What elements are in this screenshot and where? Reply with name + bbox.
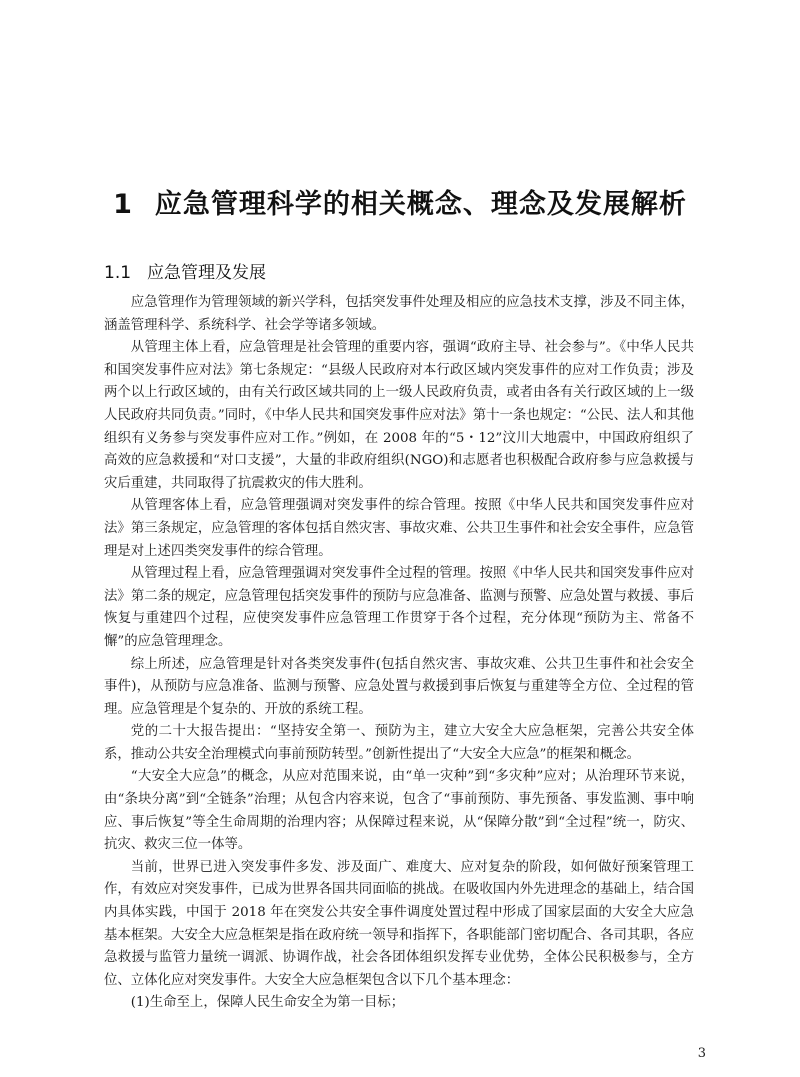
paragraph: 从管理主体上看，应急管理是社会管理的重要内容，强调“政府主导、社会参与”。《中华人民共和国突发事件应对法》第七条规定：“县级人民政府对本行政区域内突发事件的应对工作负责；涉及两个以上行政区域的，由有关行政区域共同的上一级人民政府负责，或者由各有关行政区域的上一级人民政府共同负责。”同时，《中华人民共和国突发事件应对法》第十一条也规定：“公民、法人和其他组织有义务参与突发事件应对工作。”例如，在 2008 年的“5・12”汶川大地震中，中国政府组织了高效的应急救援和“对口支援”，大量的非政府组织(NGO)和志愿者也积极配合政府参与应急救援与灾后重建，共同取得了抗震救灾的伟大胜利。: [104, 340, 694, 491]
paragraph: 应急管理作为管理领域的新兴学科，包括突发事件处理及相应的应急技术支撑，涉及不同主体，涵盖管理科学、系统科学、社会学等诸多领域。: [104, 295, 694, 333]
section-number: 1.1: [104, 263, 132, 283]
paragraph: 从管理客体上看，应急管理强调对突发事件的综合管理。按照《中华人民共和国突发事件应对法》第三条规定，应急管理的客体包括自然灾害、事故灾难、公共卫生事件和社会安全事件，应急管理是对上述四类突发事件的综合管理。: [104, 498, 694, 559]
paragraph: “大安全大应急”的概念，从应对范围来说，由“单一灾种”到“多灾种”应对；从治理环节来说，由“条块分离”到“全链条”治理；从包含内容来说，包含了“事前预防、事先预备、事发监测、事中响应、事后恢复”等全生命周期的治理内容；从保障过程来说，从“保障分散”到“全过程”统一，防灾、抗灾、救灾三位一体等。: [104, 769, 694, 853]
chapter-number: 1: [113, 189, 133, 220]
paragraph: 当前，世界已进入突发事件多发、涉及面广、难度大、应对复杂的阶段，如何做好预案管理工作，有效应对突发事件，已成为世界各国共同面临的挑战。在吸收国内外先进理念的基础上，结合国内具体实践，中国于 2018 年在突发公共安全事件调度处置过程中形成了国家层面的大安全大应急基本框架。大安全大应急框架是指在政府统一领导和指挥下，各职能部门密切配合、各司其职，各应急救援与监管力量统一调派、协调作战，社会各团体组织发挥专业优势，全体公民积极参与，全方位、立体化应对突发事件。大安全大应急框架包含以下几个基本理念：: [104, 859, 694, 988]
page-number: 3: [697, 1046, 706, 1061]
paragraph: 综上所述，应急管理是针对各类突发事件(包括自然灾害、事故灾难、公共卫生事件和社会安全事件)，从预防与应急准备、监测与预警、应急处置与救援到事后恢复与重建等全方位、全过程的管理。应急管理是个复杂的、开放的系统工程。: [104, 656, 694, 717]
paragraph: 党的二十大报告提出：“坚持安全第一、预防为主，建立大安全大应急框架，完善公共安全体系，推动公共安全治理模式向事前预防转型。”创新性提出了“大安全大应急”的框架和概念。: [104, 724, 694, 762]
chapter-title-text: 应急管理科学的相关概念、理念及发展解析: [154, 189, 687, 220]
list-item: (1)生命至上，保障人民生命安全为第一目标；: [130, 995, 405, 1011]
paragraph: 从管理过程上看，应急管理强调对突发事件全过程的管理。按照《中华人民共和国突发事件应对法》第二条的规定，应急管理包括突发事件的预防与应急准备、监测与预警、应急处置与救援、事后恢复与重建四个过程，应使突发事件应急管理工作贯穿于各个过程，充分体现“预防为主、常备不懈”的应急管理理念。: [104, 566, 694, 649]
chapter-title: [0, 182, 800, 221]
body-text: [104, 292, 694, 1015]
section-title-text: 应急管理及发展: [147, 263, 267, 283]
section-title: [104, 258, 266, 283]
